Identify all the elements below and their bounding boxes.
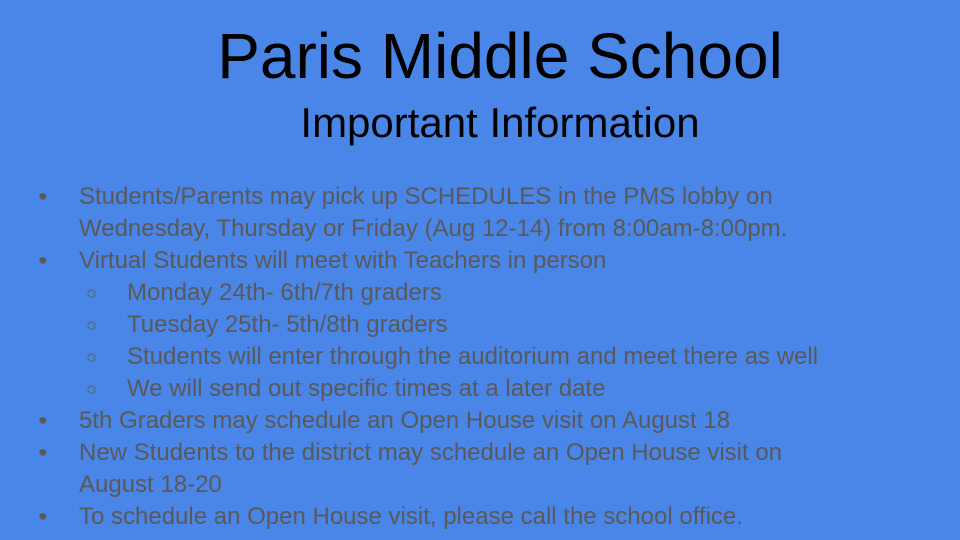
sub-list-item xyxy=(0,277,960,309)
list-item xyxy=(0,437,960,501)
list-item-text: Tuesday 25th- 5th/8th graders xyxy=(127,311,448,338)
list-item-text: Virtual Students will meet with Teachers in person xyxy=(79,247,607,274)
bullet-dot-icon: ● xyxy=(38,188,48,205)
bullet-dot-icon: ● xyxy=(38,508,48,525)
list-item-text: Wednesday, Thursday or Friday (Aug 12-14) from 8:00am-8:00pm. xyxy=(79,215,788,242)
sub-list-item xyxy=(0,373,960,405)
sub-bullet-circle-icon: ○ xyxy=(86,347,97,367)
list-item-text: To schedule an Open House visit, please call the school office. xyxy=(79,503,743,530)
sub-bullet-circle-icon: ○ xyxy=(86,379,97,399)
list-item-text: We will send out specific times at a later date xyxy=(127,375,606,402)
list-item xyxy=(0,405,960,437)
sub-list-item xyxy=(0,309,960,341)
sub-list-item xyxy=(0,341,960,373)
bullet-dot-icon: ● xyxy=(38,412,48,429)
list-item xyxy=(0,245,960,277)
list-item-text: Students/Parents may pick up SCHEDULES in the PMS lobby on xyxy=(79,183,773,210)
slide-title: Paris Middle School xyxy=(217,20,783,92)
sub-bullet-circle-icon: ○ xyxy=(86,315,97,335)
bullet-list xyxy=(0,181,960,533)
list-item-text: Students will enter through the auditorium and meet there as well xyxy=(127,343,819,370)
list-item-text: 5th Graders may schedule an Open House visit on August 18 xyxy=(79,407,731,434)
slide-subtitle: Important Information xyxy=(300,99,700,146)
bullet-dot-icon: ● xyxy=(38,444,48,461)
list-item-text: New Students to the district may schedule an Open House visit on xyxy=(79,439,783,466)
bullet-dot-icon: ● xyxy=(38,252,48,269)
list-item xyxy=(0,501,960,533)
list-item xyxy=(0,181,960,245)
list-item-text: Monday 24th- 6th/7th graders xyxy=(127,279,442,306)
sub-bullet-circle-icon: ○ xyxy=(86,283,97,303)
list-item-text: August 18-20 xyxy=(79,471,222,498)
